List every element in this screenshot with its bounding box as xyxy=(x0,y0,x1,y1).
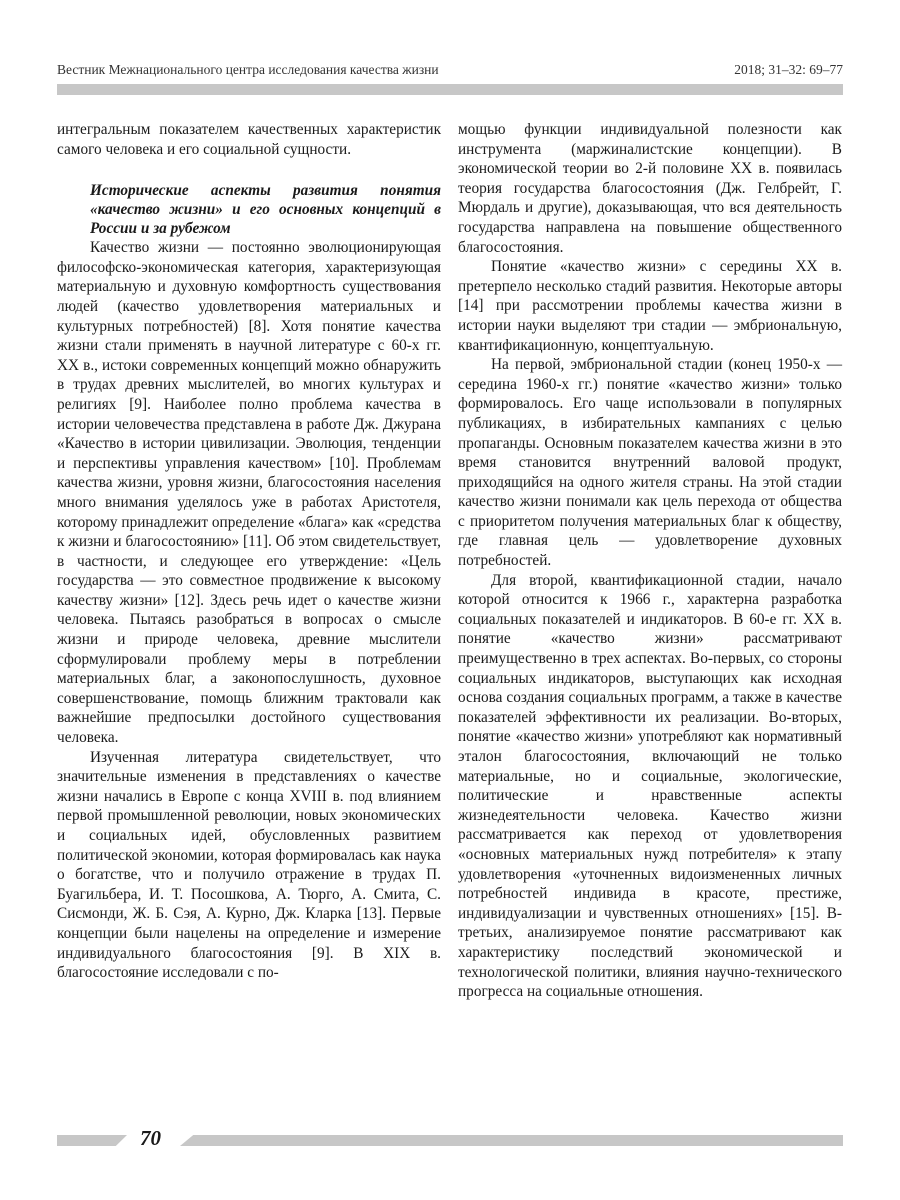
footer-rule-left xyxy=(57,1135,127,1146)
paragraph: На первой, эмбриональной стадии (конец 1950-х — середина 1960-х гг.) понятие «качество жизни» только формировалось. Его чаще использовали в популярных публикациях, в избирательных кампаниях с целью пропаганды. Основным показателем качества жизни в это время становится внутренний валовой продукт, приходящийся на одного жителя страны. На этой стадии качество жизни понимали как цель перехода от общества с приоритетом получения материальных благ к обществу, где главная цель — удовлетворение духовных потребностей. xyxy=(458,356,842,570)
paragraph: Понятие «качество жизни» с середины XX в. претерпело несколько стадий развития. Некоторые авторы [14] при рассмотрении проблемы качества жизни в истории науки выделяют три стадии — эмбриональную, квантификационную, концептуальную. xyxy=(458,258,842,354)
footer-rule-right xyxy=(180,1135,843,1146)
paragraph: Изученная литература свидетельствует, что значительные изменения в представлениях о качестве жизни начались в Европе с конца XVIII в. под влиянием первой промышленной революции, новых экономических и социальных идей, обусловленных развитием политической экономии, которая формировалась как наука о богатстве, что и получило отражение в трудах П. Буагильбера, И. Т. Посошкова, А. Тюрго, А. Смита, С. Сисмонди, Ж. Б. Сэя, А. Курно, Дж. Кларка [13]. Первые концепции были нацелены на определение и измерение индивидуального благосостояния [9]. В XIX в. благосостояние исследовали с по- xyxy=(57,748,441,982)
right-column xyxy=(458,120,842,1002)
header-rule xyxy=(57,84,843,95)
paragraph: Качество жизни — постоянно эволюционирующая философско-экономическая категория, характеризующая материальную и духовную комфортность существования людей (качество удовлетворения материальных и культурных потребностей) [8]. Хотя понятие качества жизни стали применять в научной литературе с 60-х гг. XX в., истоки современных концепций можно обнаружить в трудах древних мыслителей, во многих культурах и религиях [9]. Наиболее полно проблема качества в истории человечества представлена в работе Дж. Джурана «Качество в истории цивилизации. Эволюция, тенденции и перспективы управления качеством» [10]. Проблемам качества жизни, уровня жизни, благосостояния населения много внимания уделялось уже в работах Аристотеля, которому принадлежит определение «блага» как «средства к жизни и благосостоянию» [11]. Об этом свидетельствует, в частности, и следующее его утверждение: «Цель государства — это совместное продвижение к высокому качеству жизни» [12]. Здесь речь идет о качестве жизни человека. Пытаясь разобраться в вопросах о смысле жизни и природе человека, древние мыслители сформулировали проблему меры в потреблении материальных благ, а законопослушность, духовное совершенствование, помощь ближним трактовали как важнейшие предпосылки достойного существования человека. xyxy=(57,239,441,747)
issue-info: 2018; 31–32: 69–77 xyxy=(734,62,843,77)
paragraph: Для второй, квантификационной стадии, начало которой относится к 1966 г., характерна разработка социальных показателей и индикаторов. В 60-е гг. XX в. понятие «качество жизни» рассматривают преимущественно в трех аспектах. Во-первых, со стороны социальных индикаторов, выступающих как исходная основа создания социальных программ, а также в качестве показателей эффективности их реализации. Во-вторых, понятие «качество жизни» употребляют как нормативный эталон благосостояния, включающий не только материальные, но и социальные, экологические, политические и нравственные аспекты жизнедеятельности человека. Качество жизни рассматривается как переход от удовлетворения «основных материальных нужд потребителя» к этапу удовлетворения «уточненных видоизмененных личных потребностей индивида в красоте, престиже, индивидуализации и чувственных отношениях» [15]. В-третьих, анализируемое понятие рассматривают как характеристику последствий экономической и технологической политики, влияния научно-технического прогресса на социальные отношения. xyxy=(458,571,842,1001)
left-column xyxy=(57,120,441,983)
page-number: 70 xyxy=(140,1126,161,1150)
paragraph: мощью функции индивидуальной полезности как инструмента (маржиналистские концепции). В экономической теории во 2-й половине XX в. появилась теория государства благосостояния (Дж. Гелбрейт, Г. Мюрдаль и другие), доказывающая, что вся деятельность государства направлена на повышение общественного благосостояния. xyxy=(458,121,842,256)
running-header xyxy=(57,62,843,80)
section-heading: Исторические аспекты развития понятия «качество жизни» и его основных концепций в России и за рубежом xyxy=(90,182,441,238)
paragraph: интегральным показателем качественных характеристик самого человека и его социальной сущности. xyxy=(57,121,441,158)
journal-title: Вестник Межнационального центра исследования качества жизни xyxy=(57,62,439,77)
